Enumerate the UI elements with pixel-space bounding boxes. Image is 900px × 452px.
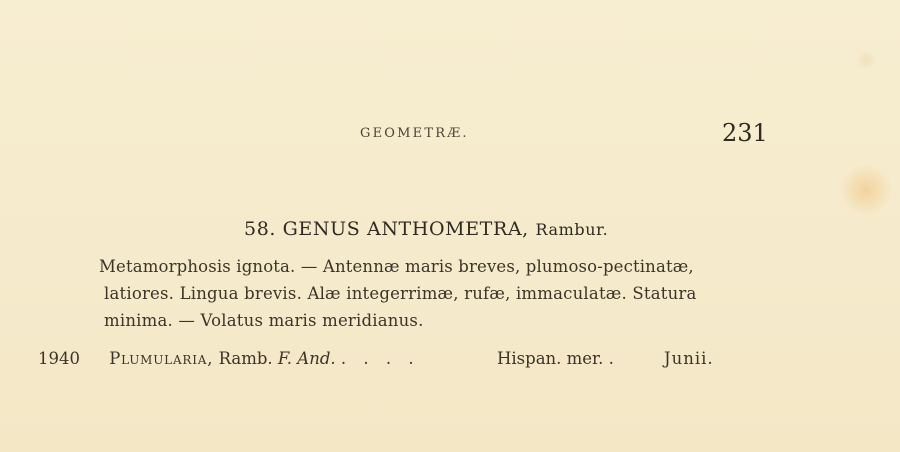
entry-number: 1940 <box>38 349 80 368</box>
entry-locality: Hispan. mer. . <box>497 349 614 368</box>
entry-leader-dots: . . . . <box>340 349 420 368</box>
genus-heading <box>244 218 608 240</box>
genus-author: Rambur. <box>535 220 609 239</box>
genus-title: 58. GENUS ANTHOMETRA, <box>244 218 529 240</box>
entry-author: Ramb. <box>218 349 273 368</box>
description-line-2: latiores. Lingua brevis. Alæ integerrimæ, rufæ, immaculatæ. Statura <box>104 284 697 303</box>
entry-source: And. <box>297 349 336 368</box>
entry-month: Junii. <box>664 349 714 368</box>
description-line-1: Metamorphosis ignota. — Antennæ maris breves, plumoso-pectinatæ, <box>99 257 694 276</box>
running-title: GEOMETRÆ. <box>360 126 469 141</box>
entry-species: Plumularia, <box>109 349 214 368</box>
entry-sex: F. <box>277 349 293 368</box>
description-line-3: minima. — Volatus maris meridianus. <box>104 311 424 330</box>
page-number: 231 <box>722 119 768 147</box>
species-entry <box>38 349 714 368</box>
